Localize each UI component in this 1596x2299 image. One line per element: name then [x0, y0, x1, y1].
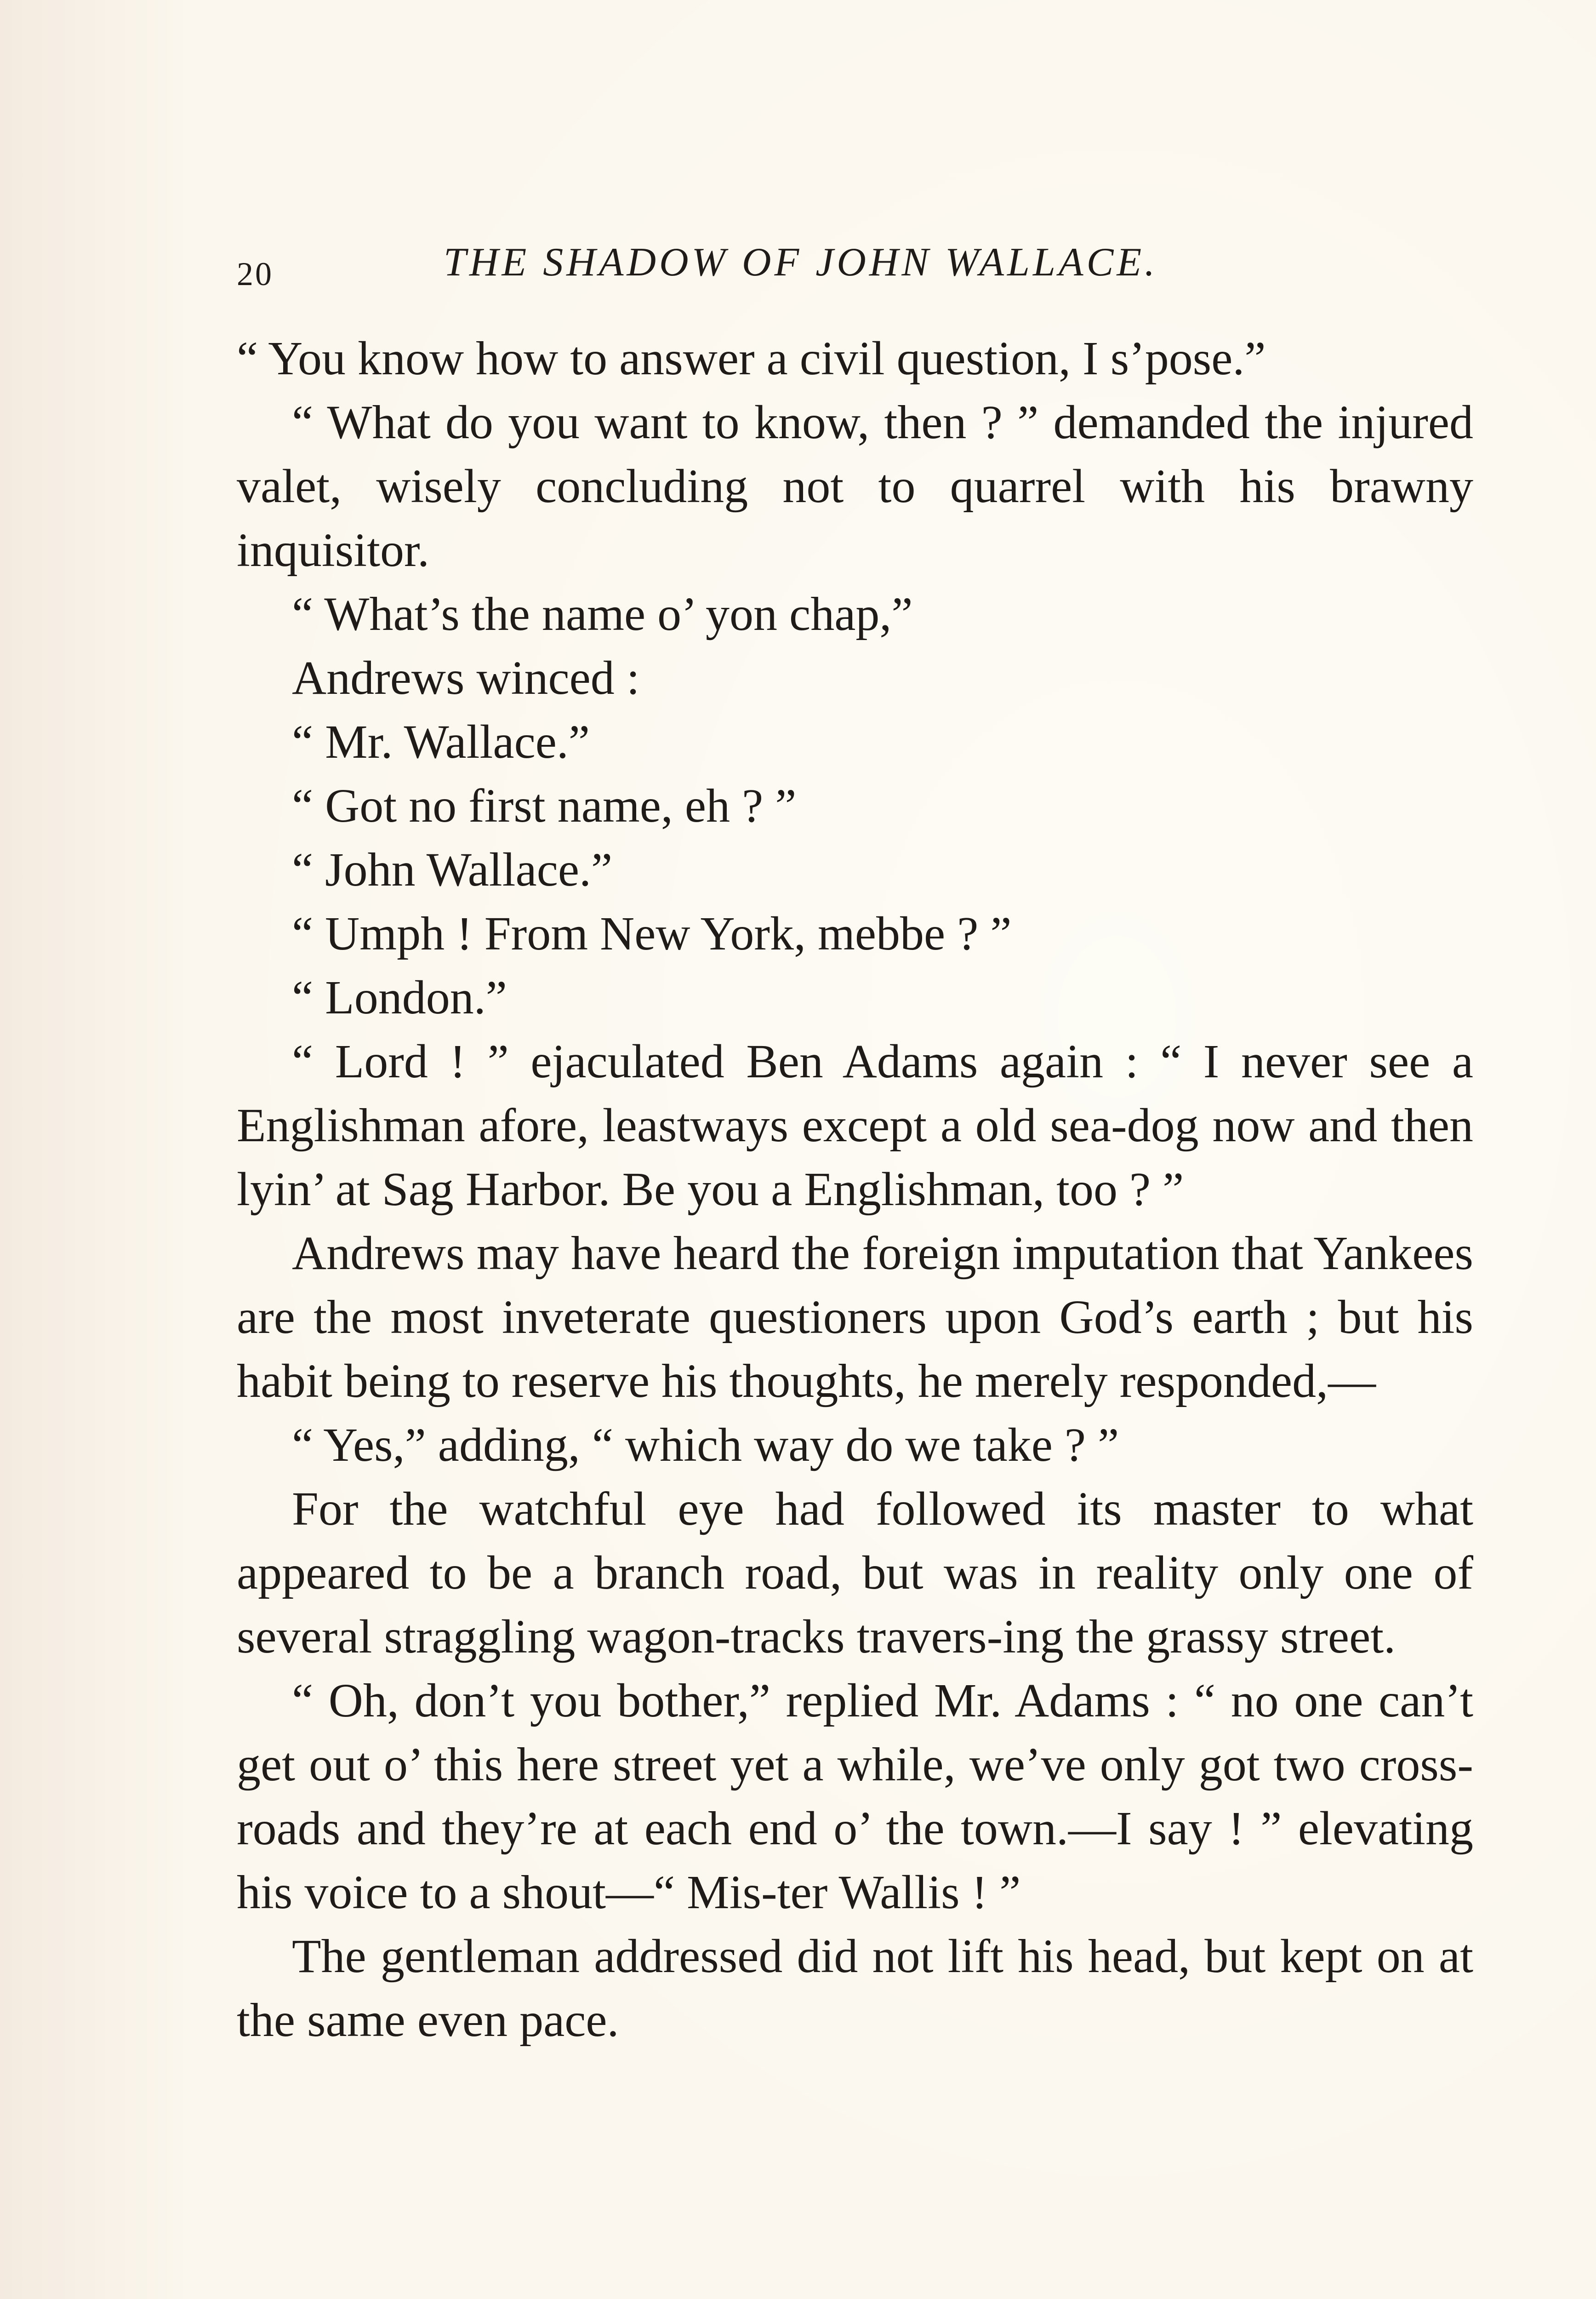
paragraph: “ Yes,” adding, “ which way do we take ? ” — [292, 1418, 1119, 1471]
body-text — [237, 326, 1473, 2052]
paragraph: “ John Wallace.” — [292, 843, 613, 896]
paragraph: “ You know how to answer a civil question, I s’pose.” — [237, 332, 1266, 385]
running-title: THE SHADOW OF JOHN WALLACE. — [444, 240, 1158, 285]
paragraph: “ Umph ! From New York, mebbe ? ” — [292, 907, 1012, 960]
page-header — [237, 237, 1473, 306]
paragraph: “ Oh, don’t you bother,” replied Mr. Adams : “ no one can’t get out o’ this here street yet a while, we’ve only got two cross-roads and they’re at each end o’ the town.—I say ! ” elevating his voice to a shout—“ Mis-ter Wallis ! ” — [237, 1674, 1473, 1919]
page-number: 20 — [237, 256, 274, 292]
paragraph: For the watchful eye had followed its master to what appeared to be a branch road, but was in reality only one of several straggling wagon-tracks travers-ing the grassy street. — [237, 1482, 1473, 1663]
paragraph: “ Mr. Wallace.” — [292, 715, 590, 768]
paragraph: “ Lord ! ” ejaculated Ben Adams again : “ I never see a Englishman afore, leastways except a old sea-dog now and then lyin’ at Sag Harbor. Be you a Englishman, too ? ” — [237, 1035, 1473, 1216]
paragraph: “ London.” — [292, 971, 507, 1024]
paragraph: “ What’s the name o’ yon chap,” — [292, 588, 913, 641]
paragraph: “ Got no first name, eh ? ” — [292, 779, 797, 832]
paragraph: Andrews may have heard the foreign imputation that Yankees are the most inveterate questioners upon God’s earth ; but his habit being to reserve his thoughts, he merely responded,— — [237, 1227, 1473, 1407]
paragraph: “ What do you want to know, then ? ” demanded the injured valet, wisely concluding not to quarrel with his brawny inquisitor. — [237, 396, 1473, 577]
paragraph: The gentleman addressed did not lift his head, but kept on at the same even pace. — [237, 1930, 1473, 2047]
paragraph: Andrews winced : — [292, 652, 640, 704]
